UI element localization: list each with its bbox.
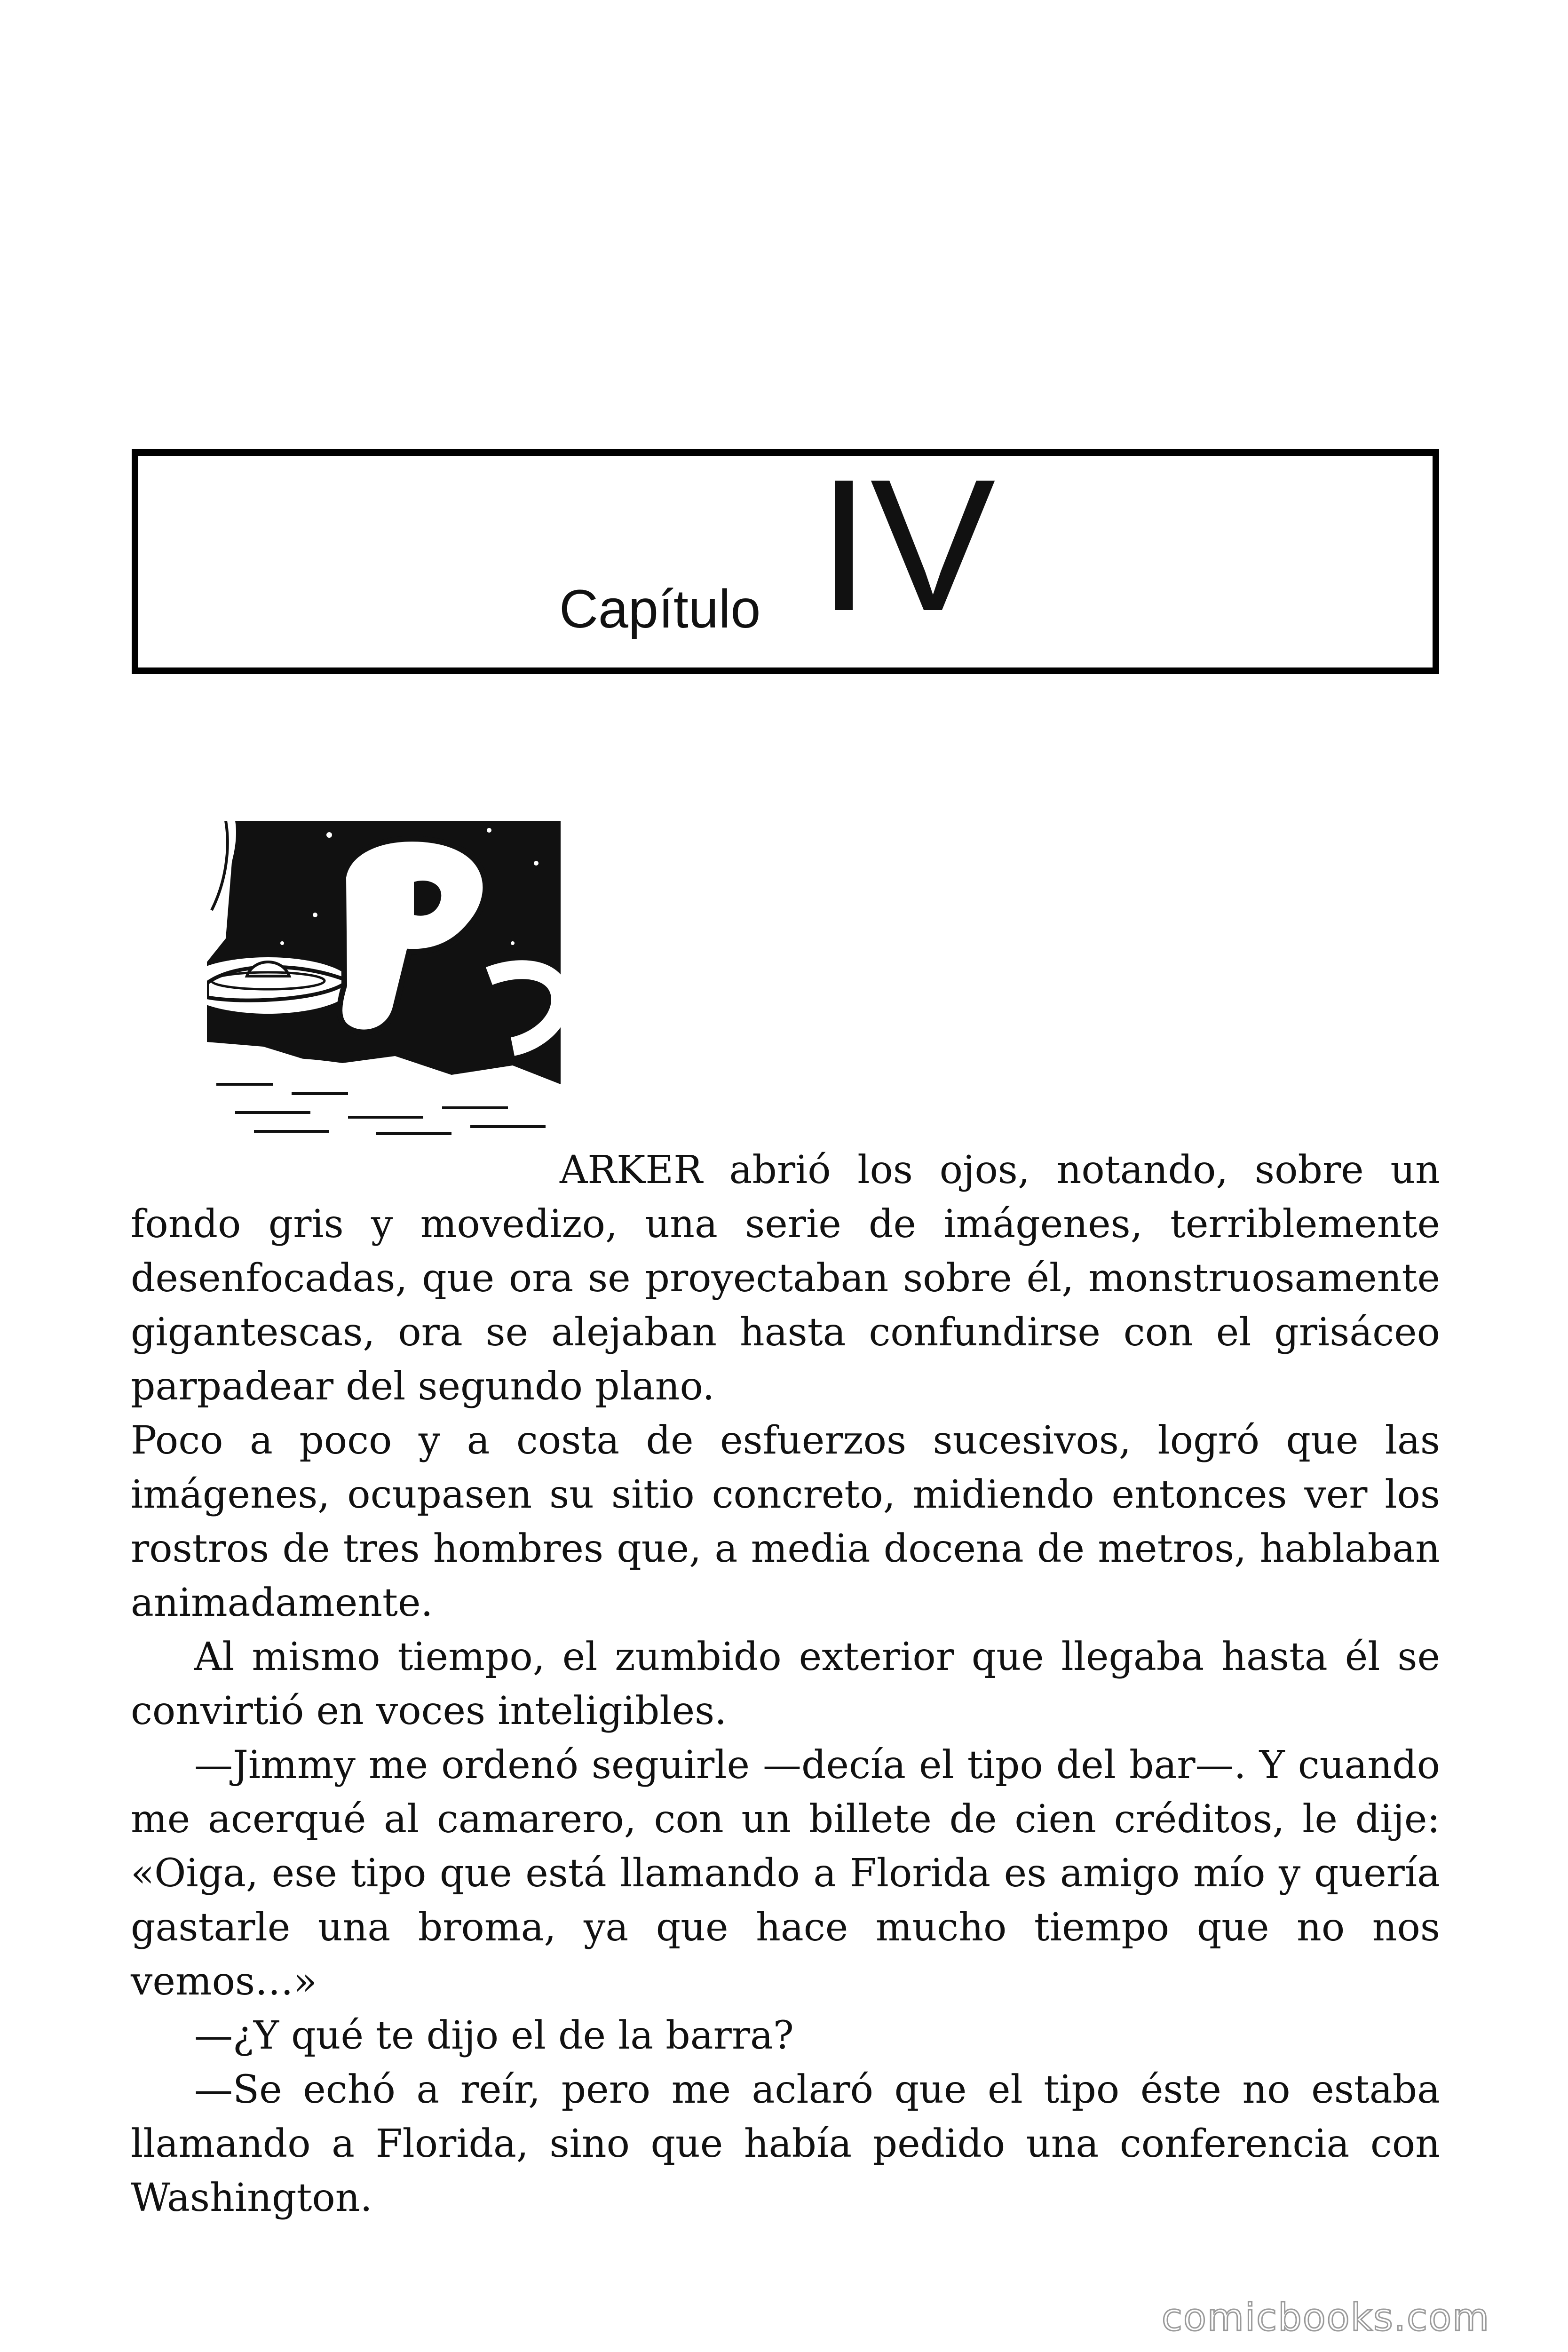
paragraph: —Jimmy me ordenó seguirle —decía el tipo del bar—. Y cuando me acerqué al camarero, con un billete de cien créditos, le dije: «Oiga, ese tipo que está llamando a Florida es amigo mío y quería gastarle una broma, ya que hace mucho tiempo que no nos vemos…»	[131, 1743, 1440, 2004]
body-text	[131, 1143, 1440, 2225]
paragraph: —Se echó a reír, pero me aclaró que el tipo éste no estaba llamando a Florida, sino que había pedido una conferencia con Washington.	[131, 2067, 1440, 2220]
chapter-label: Capítulo	[559, 579, 761, 639]
watermark: comicbooks.com	[1162, 2296, 1490, 2339]
paragraph: ARKER abrió los ojos, notando, sobre un fondo gris y movedizo, una serie de imágenes, terriblemente desenfocadas, que ora se proyectaban sobre él, monstruosamente gigantescas, ora se alejaban hasta confundirse con el grisáceo parpadear del segundo plano.	[131, 1148, 1440, 1409]
chapter-number: IV	[818, 440, 996, 650]
paragraph: Poco a poco y a costa de esfuerzos sucesivos, logró que las imágenes, ocupasen su sitio concreto, midiendo entonces ver los rostros de tres hombres que, a media docena de metros, hablaban animadamente.	[131, 1418, 1440, 1625]
paragraph: Al mismo tiempo, el zumbido exterior que llegaba hasta él se convirtió en voces inteligibles.	[131, 1635, 1440, 1733]
paragraph: —¿Y qué te dijo el de la barra?	[194, 2013, 794, 2058]
chapter-heading-box	[132, 440, 1439, 674]
illustrated-dropcap-p-icon	[207, 821, 561, 1149]
